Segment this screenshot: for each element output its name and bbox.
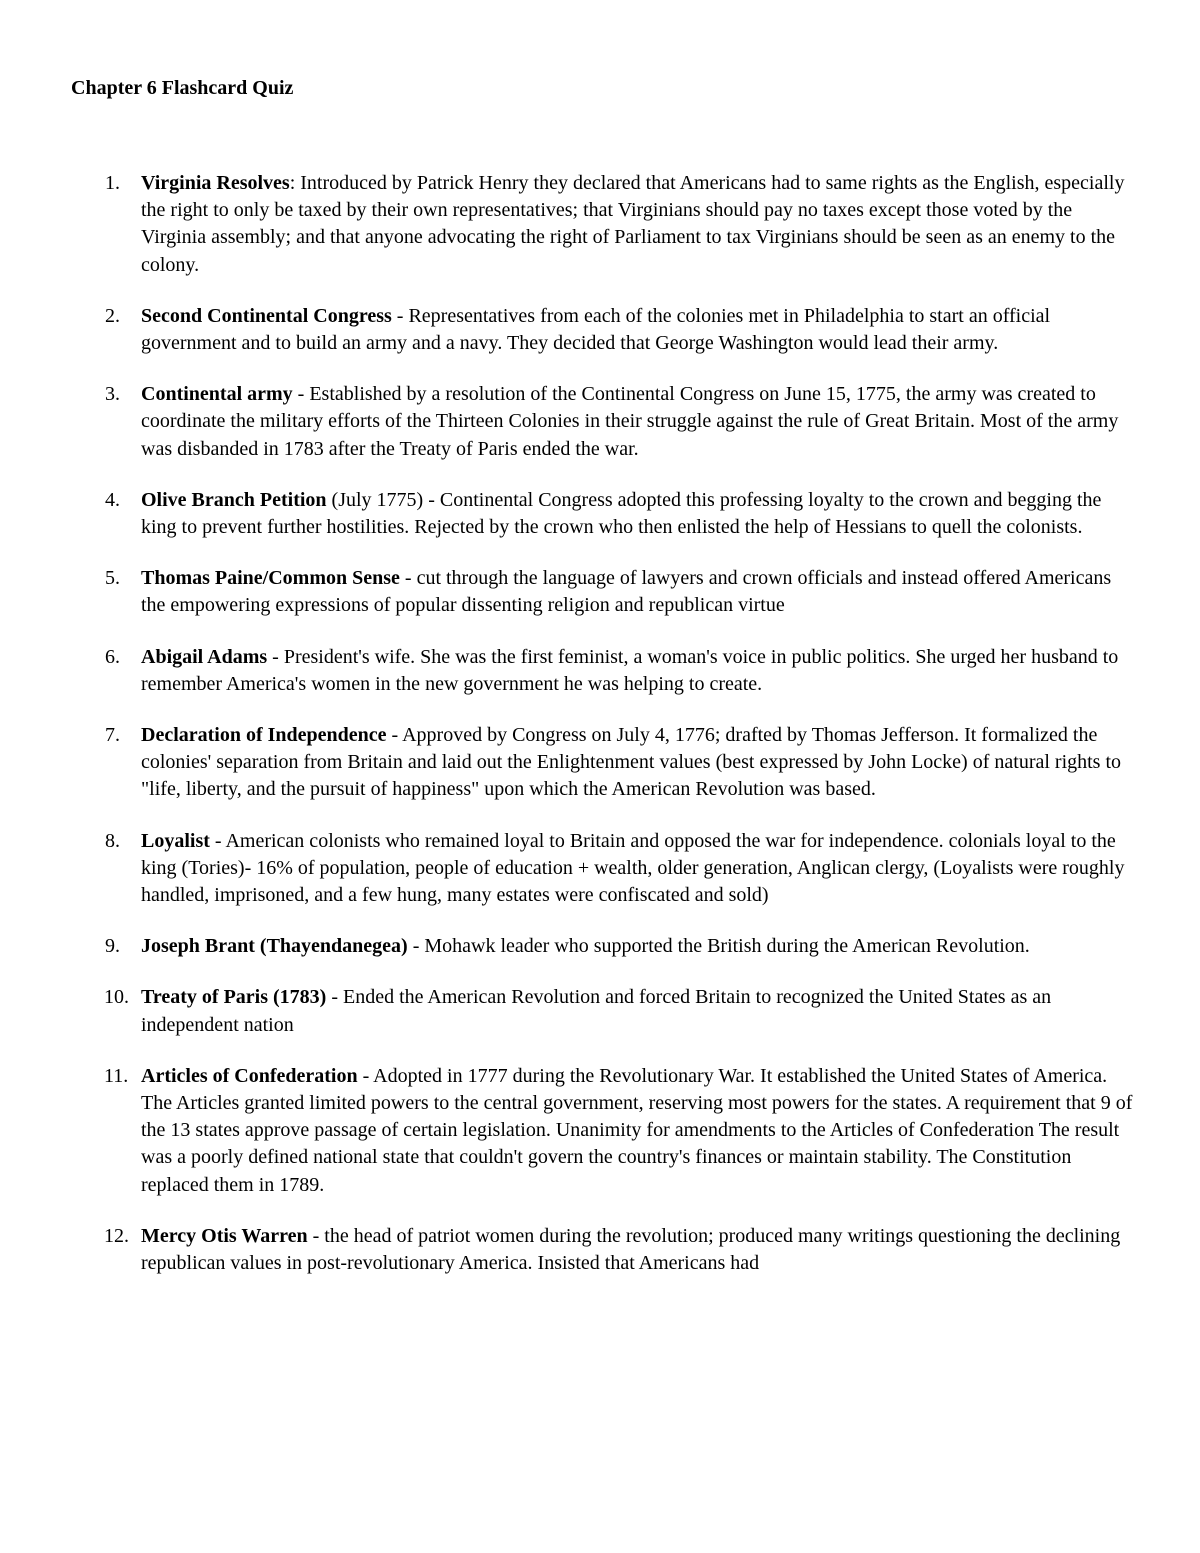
term-name: Virginia Resolves: [141, 172, 290, 194]
term-definition: - Representatives from each of the colonies met in Philadelphia to start an official government and to build an army and a navy. They decided that George Washington would lead their army.: [141, 304, 1051, 355]
term-definition: - President's wife. She was the first feminist, a woman's voice in public politics. She urged her husband to remember America's women in the new government he was helping to create.: [141, 645, 1119, 695]
list-item: [0, 984, 1200, 1038]
page-title: Chapter 6 Flashcard Quiz: [71, 77, 294, 99]
term-definition: (July 1775) - Continental Congress adopted this professing loyalty to the crown and begging the king to prevent further hostilities. Rejected by the crown who then enlisted the help of Hessians to quell the colonists.: [141, 488, 1102, 539]
list-item: [0, 722, 1200, 804]
item-number: 2.: [105, 304, 120, 327]
term-definition: - American colonists who remained loyal to Britain and opposed the war for independence. colonials loyal to the king (Tories)- 16% of population, people of education + wealth, older generation, Anglican clergy, (Loyalists were roughly handled, imprisoned, and a few hung, many estates were confiscated and sold): [141, 829, 1125, 907]
item-number: 8.: [105, 829, 120, 852]
term-name: Thomas Paine/Common Sense: [141, 567, 400, 590]
term-name: Abigail Adams: [141, 645, 268, 668]
item-number: 7.: [105, 724, 120, 747]
list-item: [0, 1063, 1200, 1199]
flashcard-list: [0, 170, 1200, 1301]
item-number: 6.: [105, 645, 120, 668]
term-definition: - cut through the language of lawyers and crown officials and instead offered Americans the empowering expressions of popular dissenting religion and republican virtue: [141, 567, 1112, 617]
list-item: [0, 565, 1200, 619]
item-number: 3.: [105, 383, 120, 406]
item-number: 5.: [105, 567, 120, 590]
term-name: Olive Branch Petition: [141, 488, 327, 511]
item-number: 4.: [105, 488, 120, 511]
list-item: [0, 487, 1200, 541]
term-name: Continental army: [141, 383, 293, 406]
item-number: 9.: [105, 935, 120, 958]
term-definition: - the head of patriot women during the revolution; produced many writings questioning the declining republican values in post-revolutionary America. Insisted that Americans had: [141, 1224, 1121, 1275]
term-definition: - Established by a resolution of the Continental Congress on June 15, 1775, the army was created to coordinate the military efforts of the Thirteen Colonies in their struggle against the rule of Great Britain. Most of the army was disbanded in 1783 after the Treaty of Paris ended the war.: [141, 383, 1119, 460]
term-name: Mercy Otis Warren: [141, 1224, 308, 1247]
term-definition: : Introduced by Patrick Henry they declared that Americans had to same rights as the English, especially the right to only be taxed by their own representatives; that Virginians should pay no taxes except those voted by the Virginia assembly; and that anyone advocating the right of Parliament to tax Virginians should be seen as an enemy to the colony.: [141, 172, 1125, 276]
list-item: [0, 381, 1200, 463]
term-name: Treaty of Paris (1783): [141, 986, 327, 1009]
term-name: Second Continental Congress: [141, 304, 392, 327]
list-item: [0, 828, 1200, 910]
item-number: 10.: [104, 986, 129, 1009]
list-item: [0, 303, 1200, 357]
term-name: Articles of Confederation: [141, 1064, 358, 1087]
item-number: 11.: [104, 1064, 129, 1087]
term-definition: - Adopted in 1777 during the Revolutionary War. It established the United States of America. The Articles granted limited powers to the central government, reserving most powers for the states. A requirement that 9 of the 13 states approve passage of certain legislation. Unanimity for amendments to the Articles of Confederation The result was a poorly defined national state that couldn't govern the country's finances or maintain stability. The Constitution replaced them in 1789.: [141, 1064, 1133, 1196]
term-name: Joseph Brant (Thayendanegea): [141, 935, 408, 958]
list-item: [0, 1223, 1200, 1277]
list-item: [0, 170, 1200, 279]
list-item: [0, 644, 1200, 698]
term-definition: - Approved by Congress on July 4, 1776; drafted by Thomas Jefferson. It formalized the colonies' separation from Britain and laid out the Enlightenment values (best expressed by John Locke) of natural rights to "life, liberty, and the pursuit of happiness" upon which the American Revolution was based.: [141, 724, 1122, 801]
term-name: Declaration of Independence: [141, 724, 387, 747]
list-item: [0, 933, 1200, 960]
term-name: Loyalist: [141, 829, 210, 852]
term-definition: - Ended the American Revolution and forced Britain to recognized the United States as an independent nation: [141, 986, 1052, 1036]
item-number: 1.: [105, 172, 120, 194]
item-number: 12.: [104, 1224, 129, 1247]
term-definition: - Mohawk leader who supported the British during the American Revolution.: [407, 935, 1030, 958]
